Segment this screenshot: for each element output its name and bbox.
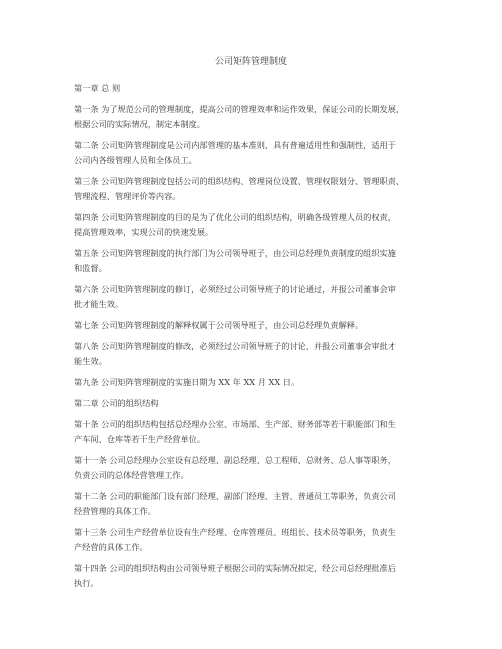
article-paragraph — [74, 489, 432, 519]
text-line: 第四条 公司矩阵管理制度的目的是为了优化公司的组织结构，明确各级管理人员的权责， — [74, 212, 396, 222]
article-paragraph — [74, 417, 432, 447]
article-paragraph — [74, 453, 432, 483]
text-line: 第二章 公司的组织结构 — [74, 398, 159, 408]
text-line: 第六条 公司矩阵管理制度的修订，必须经过公司领导班子的讨论通过，并报公司董事会审 — [74, 284, 396, 294]
text-line: 第一章 总 则 — [74, 83, 121, 93]
text-line: 公司内各级管理人员和全体员工。 — [74, 155, 197, 165]
text-line: 第十三条 公司生产经营单位设有生产经理、仓库管理员、班组长、技术员等职务，负责生 — [74, 527, 396, 537]
document-title: 公司矩阵管理制度 — [214, 57, 287, 67]
text-line: 管理流程、管理评价等内容。 — [74, 191, 181, 201]
article-paragraph — [74, 282, 432, 312]
text-line: 根据公司的实际情况，制定本制度。 — [74, 119, 206, 129]
text-line: 产车间、仓库等若干生产经营单位。 — [74, 434, 206, 444]
text-line: 第十二条 公司的职能部门设有部门经理、副部门经理、主管、普通员工等职务，负责公司 — [74, 491, 396, 501]
text-line: 提高管理效率，实现公司的快速发展。 — [74, 227, 214, 237]
text-line: 第十四条 公司的组织结构由公司领导班子根据公司的实际情况拟定，经公司总经理批准后 — [74, 563, 396, 573]
article-paragraph — [74, 525, 432, 555]
text-line: 第九条 公司矩阵管理制度的实施日期为 XX 年 XX 月 XX 日。 — [74, 377, 300, 387]
article-paragraph — [74, 246, 432, 276]
text-line: 负责公司的总体经营管理工作。 — [74, 470, 189, 480]
article-paragraph — [74, 561, 432, 591]
document-body — [74, 81, 432, 597]
chapter-heading — [74, 396, 432, 411]
article-paragraph — [74, 102, 432, 132]
text-line: 执行。 — [74, 578, 99, 588]
text-line: 第三条 公司矩阵管理制度包括公司的组织结构、管理岗位设置、管理权限划分、管理职责、 — [74, 176, 405, 186]
article-paragraph — [74, 210, 432, 240]
chapter-heading — [74, 81, 432, 96]
text-line: 批才能生效。 — [74, 299, 124, 309]
text-line: 第七条 公司矩阵管理制度的解释权属于公司领导班子，由公司总经理负责解释。 — [74, 320, 364, 330]
text-line: 第十一条 公司总经理办公室设有总经理、副总经理、总工程师、总财务、总人事等职务， — [74, 455, 396, 465]
text-line: 第十条 公司的组织结构包括总经理办公室、市场部、生产部、财务部等若干职能部门和生 — [74, 419, 396, 429]
text-line: 经营管理的具体工作。 — [74, 506, 156, 516]
text-line: 产经营的具体工作。 — [74, 542, 148, 552]
article-paragraph — [74, 318, 432, 333]
text-line: 和监督。 — [74, 263, 107, 273]
article-paragraph — [74, 375, 432, 390]
text-line: 第一条 为了规范公司的管理制度，提高公司的管理效率和运作效果，保证公司的长期发展， — [74, 104, 405, 114]
text-line: 第二条 公司矩阵管理制度是公司内部管理的基本准则，具有普遍适用性和强制性，适用于 — [74, 140, 396, 150]
article-paragraph — [74, 174, 432, 204]
article-paragraph — [74, 138, 432, 168]
text-line: 第五条 公司矩阵管理制度的执行部门为公司领导班子，由公司总经理负责制度的组织实施 — [74, 248, 396, 258]
text-line: 第八条 公司矩阵管理制度的修改，必须经过公司领导班子的讨论，并报公司董事会审批才 — [74, 341, 396, 351]
text-line: 能生效。 — [74, 356, 107, 366]
article-paragraph — [74, 339, 432, 369]
